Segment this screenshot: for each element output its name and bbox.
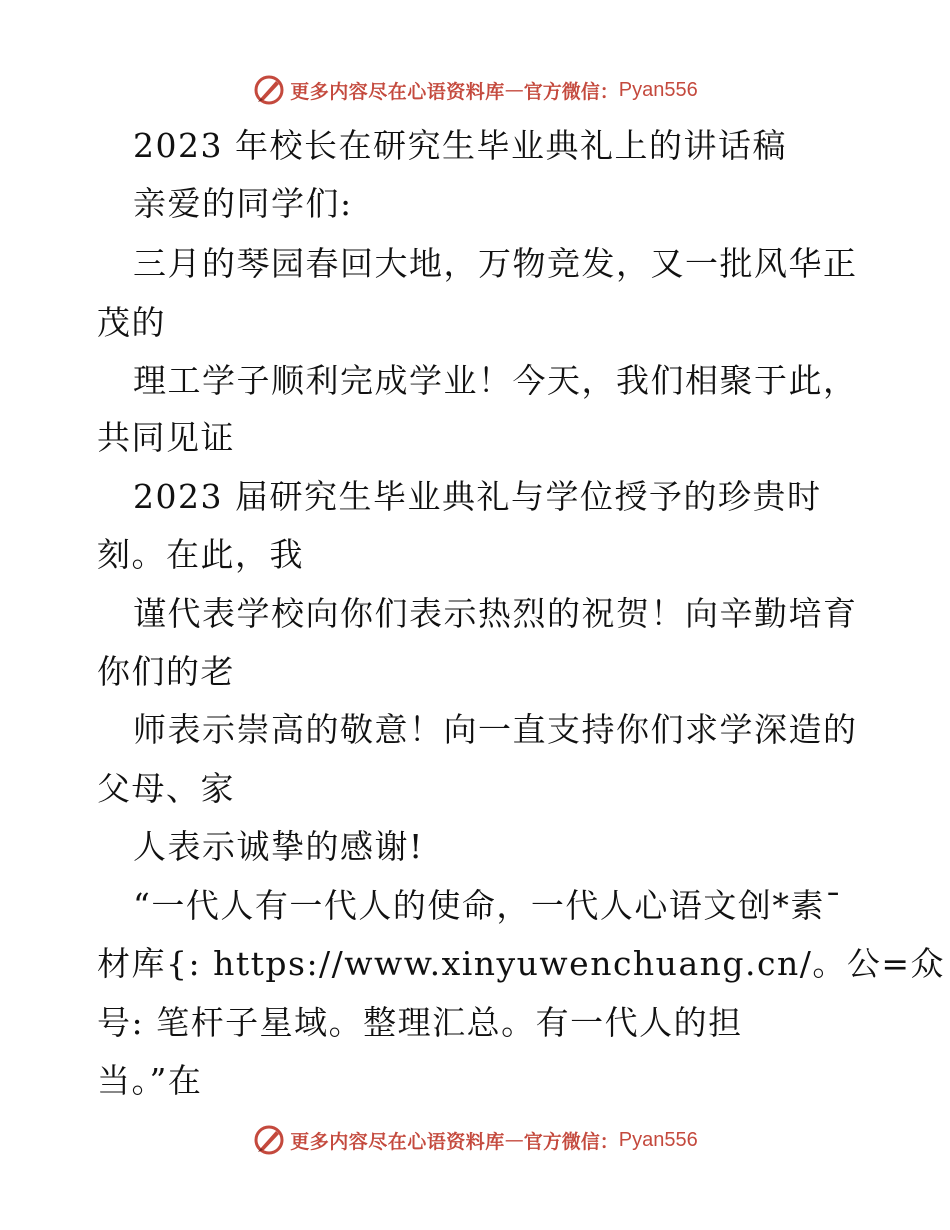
quill-pen-logo-icon: [252, 1123, 286, 1157]
paragraph-line: 师表示崇高的敬意！向一直支持你们求学深造的: [133, 710, 858, 749]
paragraph-line: 刻。在此，我: [97, 535, 304, 574]
header-wechat-label: 官方微信：: [523, 80, 619, 103]
footer-wechat-label: 官方微信：: [523, 1130, 619, 1153]
footer-wechat-id: Pyan556: [618, 1128, 698, 1151]
paragraph-line: 共同见证: [97, 418, 235, 457]
header-brand-text: 更多内容尽在心语资料库: [290, 80, 505, 103]
paragraph-line: 人表示诚挚的感谢!: [133, 827, 424, 866]
paragraph-line: 你们的老: [97, 652, 235, 691]
header-wechat-id: Pyan556: [618, 78, 698, 101]
paragraph-line: 2023 届研究生毕业典礼与学位授予的珍贵时: [133, 477, 822, 516]
header-separator: —: [504, 79, 524, 101]
paragraph-line: 父母、家: [97, 769, 235, 808]
footer-banner: [0, 1120, 950, 1160]
quill-pen-logo-icon: [252, 73, 286, 107]
paragraph-line: 材库{: https://www.xinyuwenchuang.cn/。公=众: [97, 944, 945, 983]
paragraph-line: 三月的琴园春回大地，万物竞发，又一批风华正: [133, 244, 858, 283]
document-title: 2023 年校长在研究生毕业典礼上的讲话稿: [133, 126, 787, 165]
paragraph-line: 谨代表学校向你们表示热烈的祝贺！向辛勤培育: [133, 594, 858, 633]
paragraph-line: “一代人有一代人的使命，一代人心语文创*素¯: [133, 886, 843, 925]
header-banner: [0, 70, 950, 110]
paragraph-line: 号: 笔杆子星域。整理汇总。有一代人的担: [97, 1003, 743, 1042]
paragraph-line: 茂的: [97, 303, 166, 342]
footer-separator: —: [504, 1129, 524, 1151]
paragraph-line: 当。”在: [97, 1061, 203, 1100]
paragraph-line: 理工学子顺利完成学业！今天，我们相聚于此，: [133, 361, 858, 400]
salutation: 亲爱的同学们:: [133, 184, 353, 223]
footer-brand-text: 更多内容尽在心语资料库: [290, 1130, 505, 1153]
